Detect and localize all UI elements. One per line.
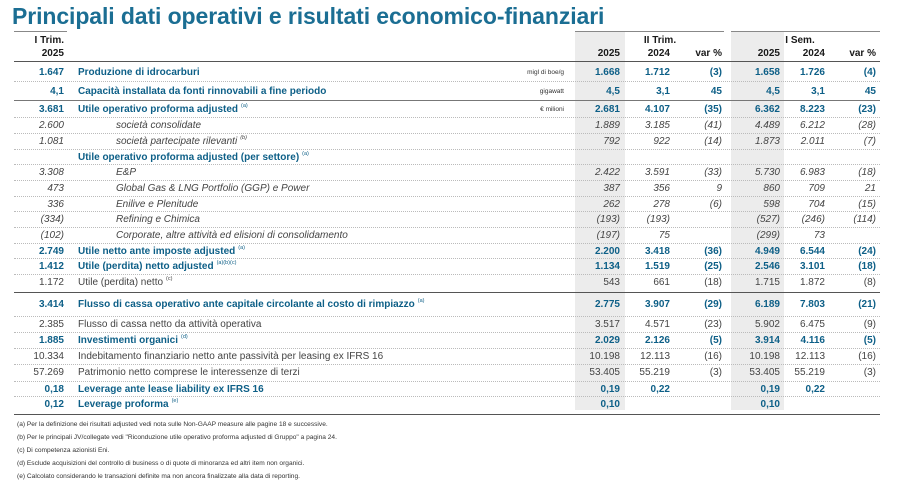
row-footnote-ref: (b)	[240, 135, 247, 141]
row-h1-2024: 55.219	[794, 367, 825, 378]
row-q2-2024: 55.219	[639, 367, 670, 378]
footnote: (d) Esclude acquisizioni del controllo di business o di quote di minoranza ed altri item non organici.	[17, 460, 305, 467]
row-label: Utile (perdita) netto $^{(c)}$	[78, 276, 173, 288]
row-footnote-ref: (a)	[417, 298, 425, 304]
header-period-left: I Trim.	[34, 35, 64, 46]
row-h1-var: (8)	[863, 277, 876, 288]
row-q2-var	[677, 212, 722, 227]
row-h1-var: (7)	[863, 136, 876, 147]
row-h1-2024: 3,1	[811, 86, 825, 97]
row-q2-2025: (197)	[596, 230, 620, 241]
row-q2-2025: 2.029	[594, 335, 620, 346]
row-q2-2025: 387	[603, 183, 620, 194]
row-q2-2024: 1.712	[644, 67, 670, 78]
row-q1-value: 3.681	[38, 104, 64, 115]
row-h1-2025: 5.730	[754, 167, 780, 178]
row-q2-2025: 0,19	[600, 384, 620, 395]
row-q2-2024	[615, 150, 670, 165]
row-footnote-ref: (d)	[181, 334, 188, 340]
row-h1-var: 45	[864, 86, 876, 97]
row-q1-value: 0,12	[44, 399, 64, 410]
row-h1-2025: 53.405	[749, 367, 780, 378]
row-footnote-ref: (a)	[302, 151, 309, 157]
row-unit: gigawatt	[539, 88, 564, 95]
row-h1-2024: 6.475	[799, 319, 825, 330]
row-q2-2025: 1.889	[594, 120, 620, 131]
row-q2-var: (18)	[704, 277, 722, 288]
row-footnote-ref: (a)	[241, 103, 248, 109]
row-q1-value: 1.412	[38, 261, 64, 272]
row-q1-value: 10.334	[33, 351, 64, 362]
row-h1-var: (24)	[858, 246, 876, 257]
row-label: Investimenti organici $^{(d)}$	[78, 334, 188, 346]
row-q2-var: 45	[710, 86, 722, 97]
row-q2-var: (33)	[704, 167, 722, 178]
row-q2-2024: 356	[653, 183, 670, 194]
footnote: (b) Per le principali JV/collegate vedi "Riconduzione utile operativo proforma adjusted di Gruppo" a pagina 24.	[17, 434, 337, 441]
row-h1-var: (23)	[858, 104, 876, 115]
row-q2-var	[677, 382, 722, 397]
row-q2-var: (41)	[704, 120, 722, 131]
row-label: E&P	[116, 167, 137, 178]
row-label: Flusso di cassa operativo ante capitale circolante al costo di rimpiazzo $^{(a)}$	[78, 298, 425, 310]
row-q1-value: (102)	[40, 230, 64, 241]
row-label: Leverage proforma $^{(e)}$	[78, 398, 179, 410]
row-unit: migl di boe/g	[527, 69, 564, 76]
row-q1-value: (334)	[40, 214, 64, 225]
row-q1-value: 2.385	[38, 319, 64, 330]
row-q2-var: (14)	[704, 136, 722, 147]
row-h1-2024: 73	[813, 230, 825, 241]
header-rule-group2	[731, 31, 880, 32]
footnote: (e) Calcolato considerando le transazioni definite ma non ancora finalizzate alla data di reporting.	[17, 473, 300, 480]
row-q2-2025: 0,10	[600, 399, 620, 410]
row-q1-value: 2.749	[38, 246, 64, 257]
row-q2-var: (35)	[704, 104, 722, 115]
row-h1-var: 21	[864, 183, 876, 194]
row-h1-2024: 2.011	[800, 136, 825, 147]
row-h1-2025: 860	[763, 183, 780, 194]
row-label: società consolidate	[116, 120, 202, 131]
row-label: Patrimonio netto comprese le interessenze di terzi	[78, 367, 300, 378]
row-q2-2024: (193)	[646, 214, 670, 225]
row-q2-var: (25)	[704, 261, 722, 272]
row-q2-2024: 12.113	[640, 351, 670, 362]
row-h1-2024: 8.223	[799, 104, 825, 115]
row-q2-2024: 3,1	[656, 86, 670, 97]
row-h1-2024: 12.113	[795, 351, 825, 362]
row-q1-value: 2.600	[38, 120, 64, 131]
row-h1-2024: 4.116	[800, 335, 825, 346]
row-h1-2025: 1.658	[754, 67, 780, 78]
row-h1-var	[831, 397, 876, 412]
row-h1-2024: 1.872	[799, 277, 825, 288]
row-q2-2025: 1.668	[594, 67, 620, 78]
row-h1-2025: 4.489	[754, 120, 780, 131]
row-h1-2024: 0,22	[805, 384, 825, 395]
row-q1-value: 336	[47, 199, 64, 210]
row-h1-2025: 4,5	[766, 86, 780, 97]
row-h1-var: (15)	[858, 199, 876, 210]
row-unit: € milioni	[540, 106, 564, 113]
row-label: Indebitamento finanziario netto ante passività per leasing ex IFRS 16	[78, 351, 384, 362]
row-h1-var: (4)	[863, 67, 876, 78]
row-footnote-ref: (a)	[238, 245, 245, 251]
header-bottom-rule	[14, 61, 880, 62]
row-h1-2024: 709	[808, 183, 825, 194]
row-q2-var	[677, 228, 722, 243]
row-q2-var: (23)	[704, 319, 722, 330]
row-footnote-ref: (a)(b)(c)	[216, 260, 237, 266]
header-col-group1: 2025	[597, 48, 620, 59]
row-q1-value	[4, 150, 64, 165]
row-h1-2025: 0,19	[760, 384, 780, 395]
row-h1-2024: 7.803	[799, 299, 825, 310]
table-bottom-rule	[14, 414, 880, 415]
row-q2-2024: 661	[653, 277, 670, 288]
row-label: Enilive e Plenitude	[116, 199, 199, 210]
row-h1-2025: 6.189	[754, 299, 780, 310]
row-h1-2025: 10.198	[749, 351, 780, 362]
row-h1-2025: 6.362	[754, 104, 780, 115]
row-h1-2024: 704	[808, 199, 825, 210]
row-h1-2025: (527)	[756, 214, 780, 225]
row-divider	[14, 81, 880, 82]
footnote: (a) Per la definizione dei risultati adjusted vedi nota sulle Non-GAAP measure alle pagine 18 e successive.	[17, 421, 328, 428]
row-h1-var: (16)	[858, 351, 876, 362]
row-h1-var	[831, 150, 876, 165]
row-h1-2024: (246)	[801, 214, 825, 225]
row-h1-2025: 0,10	[760, 399, 780, 410]
row-q2-2025	[565, 150, 620, 165]
row-q2-var: 9	[716, 183, 722, 194]
row-h1-var	[831, 228, 876, 243]
row-q2-2024: 4.571	[644, 319, 670, 330]
row-q2-var: (5)	[709, 335, 722, 346]
header-col-group1: var %	[695, 48, 722, 59]
row-h1-var: (21)	[858, 299, 876, 310]
row-q2-2024: 3.185	[644, 120, 670, 131]
row-label: Leverage ante lease liability ex IFRS 16	[78, 384, 264, 395]
row-q1-value: 1.081	[38, 136, 64, 147]
row-q2-var: (36)	[704, 246, 722, 257]
row-label: Utile operativo proforma adjusted (per settore) $^{(a)}$	[78, 151, 309, 163]
row-q2-2024: 3.418	[644, 246, 670, 257]
row-q2-2024: 1.519	[644, 261, 670, 272]
row-q2-2025: 4,5	[606, 86, 620, 97]
row-q1-value: 473	[47, 183, 64, 194]
row-h1-var: (9)	[863, 319, 876, 330]
row-q2-var: (3)	[709, 67, 722, 78]
row-q2-2024: 278	[653, 199, 670, 210]
row-label: Corporate, altre attività ed elisioni di consolidamento	[116, 230, 348, 241]
row-label: Utile operativo proforma adjusted $^{(a)}$	[78, 103, 248, 115]
row-h1-2024: 6.544	[799, 246, 825, 257]
row-q2-2025: 543	[603, 277, 620, 288]
row-q2-var	[677, 150, 722, 165]
row-h1-2024: 6.212	[799, 120, 825, 131]
row-h1-2025: 1.715	[754, 277, 780, 288]
row-label: Global Gas & LNG Portfolio (GGP) e Power	[116, 183, 310, 194]
row-q2-var	[677, 397, 722, 412]
row-label: Refining e Chimica	[116, 214, 200, 225]
row-h1-var: (3)	[863, 367, 876, 378]
row-h1-2025: 4.949	[754, 246, 780, 257]
row-h1-var	[831, 382, 876, 397]
header-col-group2: 2024	[802, 48, 825, 59]
row-footnote-ref: (c)	[166, 276, 173, 282]
row-h1-2025: 5.902	[754, 319, 780, 330]
row-q2-var: (6)	[709, 199, 722, 210]
row-q2-2024: 75	[658, 230, 670, 241]
row-q2-2025: 2.200	[594, 246, 620, 257]
row-q2-2025: 1.134	[594, 261, 620, 272]
row-label: Flusso di cassa netto da attività operativa	[78, 319, 262, 330]
header-col-group2: 2025	[757, 48, 780, 59]
header-year-left: 2025	[41, 48, 64, 59]
header-rule-left	[14, 31, 67, 32]
row-q2-var: (29)	[704, 299, 722, 310]
row-q2-2024: 0,22	[650, 384, 670, 395]
row-h1-2025: 2.546	[754, 261, 780, 272]
row-q2-var: (16)	[704, 351, 722, 362]
row-h1-2025: 1.873	[754, 136, 780, 147]
row-q1-value: 57.269	[33, 367, 64, 378]
row-h1-var: (28)	[858, 120, 876, 131]
row-q1-value: 1.885	[38, 335, 64, 346]
row-h1-var: (18)	[858, 261, 876, 272]
row-h1-2024: 6.983	[799, 167, 825, 178]
row-q1-value: 4,1	[50, 86, 64, 97]
header-col-group2: var %	[849, 48, 876, 59]
row-h1-2025: 598	[763, 199, 780, 210]
row-q2-var: (3)	[709, 367, 722, 378]
page-title: Principali dati operativi e risultati economico-finanziari	[12, 3, 605, 29]
row-q2-2024	[615, 397, 670, 412]
row-q2-2025: 2.422	[594, 167, 620, 178]
header-rule-group1	[575, 31, 724, 32]
row-label: Produzione di idrocarburi	[78, 67, 200, 78]
row-h1-2025: 3.914	[754, 335, 780, 346]
row-q2-2025: 3.517	[594, 319, 620, 330]
row-q2-2025: 2.775	[594, 299, 620, 310]
row-h1-2024	[770, 397, 825, 412]
header-group2-label: I Sem.	[785, 35, 815, 46]
row-q1-value: 3.308	[38, 167, 64, 178]
row-q2-2024: 4.107	[644, 104, 670, 115]
row-q2-2025: 262	[603, 199, 620, 210]
row-q2-2025: 2.681	[594, 104, 620, 115]
row-q2-2024: 2.126	[644, 335, 670, 346]
row-h1-2024: 1.726	[799, 67, 825, 78]
section-rule-1	[14, 100, 880, 101]
row-q2-2024: 3.591	[644, 167, 670, 178]
row-q1-value: 1.647	[38, 67, 64, 78]
row-label: Utile netto ante imposte adjusted $^{(a)}$	[78, 245, 245, 257]
section-rule-2	[14, 292, 880, 293]
row-label: società partecipate rilevanti $^{(b)}$	[116, 135, 247, 147]
row-h1-var: (114)	[853, 214, 876, 225]
row-q1-value: 3.414	[38, 299, 64, 310]
row-label: Utile (perdita) netto adjusted $^{(a)(b)(c)}$	[78, 260, 237, 272]
row-h1-2024: 3.101	[799, 261, 825, 272]
row-h1-2024	[770, 150, 825, 165]
row-h1-var: (5)	[863, 335, 876, 346]
row-q2-2024: 3.907	[644, 299, 670, 310]
header-col-group1: 2024	[647, 48, 670, 59]
footnote: (c) Di competenza azionisti Eni.	[17, 447, 110, 454]
row-q2-2025: (193)	[596, 214, 620, 225]
row-footnote-ref: (e)	[171, 398, 179, 404]
row-q2-2025: 53.405	[589, 367, 620, 378]
row-h1-2025: (299)	[756, 230, 780, 241]
row-q2-2025: 792	[603, 136, 620, 147]
row-label: Capacità installata da fonti rinnovabili a fine periodo	[78, 86, 327, 97]
row-q2-2025: 10.198	[589, 351, 620, 362]
header-group1-label: II Trim.	[643, 35, 677, 46]
row-h1-var: (18)	[858, 167, 876, 178]
row-q1-value: 1.172	[38, 277, 64, 288]
row-q2-2024: 922	[653, 136, 670, 147]
row-q1-value: 0,18	[44, 384, 64, 395]
